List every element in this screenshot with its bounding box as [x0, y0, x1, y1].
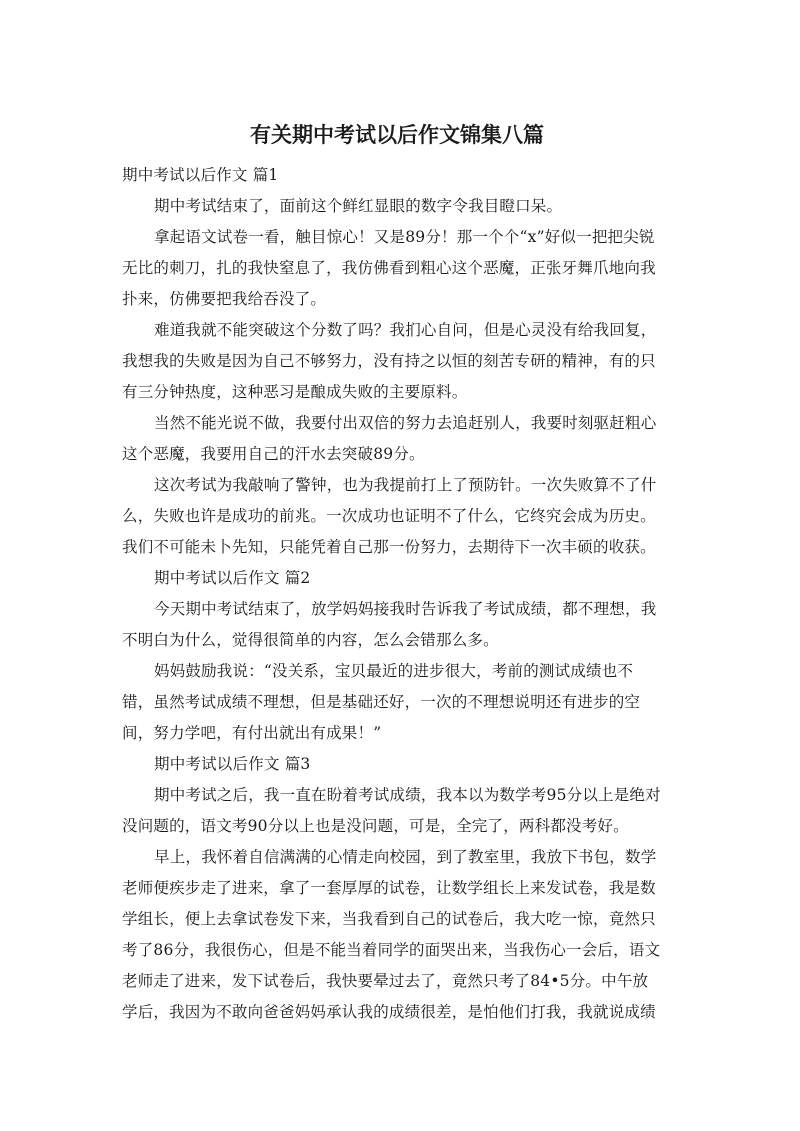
text-line: 期中考试结束了，面前这个鲜红显眼的数字令我目瞪口呆。: [154, 197, 563, 215]
text-line: 么，失败也许是成功的前兆。一次成功也证明不了什么，它终究会成为历史。: [122, 507, 656, 525]
text-line: 早上，我怀着自信满满的心情走向校园，到了教室里，我放下书包，数学: [154, 848, 657, 866]
text-line: 期中考试以后作文 篇2: [154, 569, 311, 587]
text-line: 这个恶魔，我要用自己的汗水去突破89分。: [122, 445, 425, 463]
text-line: 妈妈鼓励我说：“没关系，宝贝最近的进步很大，考前的测试成绩也不: [154, 662, 634, 680]
text-line: 无比的刺刀，扎的我快窒息了，我仿佛看到粗心这个恶魔，正张牙舞爪地向我: [122, 259, 656, 277]
text-line: 我想我的失败是因为自己不够努力，没有持之以恒的刻苦专研的精神，有的只: [122, 352, 656, 370]
text-line: 间，努力学吧，有付出就出有成果！”: [122, 724, 382, 742]
text-line: 当然不能光说不做，我要付出双倍的努力去追赶别人，我要时刻驱赶粗心: [154, 414, 657, 432]
text-line: 老师走了进来，发下试卷后，我快要晕过去了，竟然只考了84•5分。中午放: [122, 972, 649, 990]
text-line: 有三分钟热度，这种恶习是酿成失败的主要原料。: [122, 383, 468, 401]
text-line: 学组长，便上去拿试卷发下来，当我看到自己的试卷后，我大吃一惊，竟然只: [122, 910, 656, 928]
text-line: 期中考试以后作文 篇3: [154, 755, 311, 773]
text-line: 这次考试为我敲响了警钟，也为我提前打上了预防针。一次失败算不了什: [154, 476, 657, 494]
document-title: 有关期中考试以后作文锦集八篇: [250, 123, 544, 147]
text-line: 今天期中考试结束了，放学妈妈接我时告诉我了考试成绩，都不理想，我: [154, 600, 657, 618]
text-line: 错，虽然考试成绩不理想，但是基础还好，一次的不理想说明还有进步的空: [122, 693, 641, 711]
text-line: 期中考试之后，我一直在盼着考试成绩，我本以为数学考95分以上是绝对: [154, 786, 661, 804]
text-line: 扑来，仿佛要把我给吞没了。: [122, 290, 327, 308]
text-line: 期中考试以后作文 篇1: [122, 166, 279, 184]
text-line: 老师便疾步走了进来，拿了一套厚厚的试卷，让数学组长上来发试卷，我是数: [122, 879, 656, 897]
document-body: [122, 160, 672, 1028]
text-line: 难道我就不能突破这个分数了吗？我扪心自问，但是心灵没有给我回复，: [154, 321, 657, 339]
text-line: 没问题的，语文考90分以上也是没问题，可是，全完了，两科都没考好。: [122, 817, 629, 835]
text-line: 不明白为什么，觉得很简单的内容，怎么会错那么多。: [122, 631, 499, 649]
text-line: 拿起语文试卷一看，触目惊心！又是89分！那一个个“x”好似一把把尖锐: [154, 228, 655, 246]
text-line: 学后，我因为不敢向爸爸妈妈承认我的成绩很差，是怕他们打我，我就说成绩: [122, 1003, 656, 1021]
text-line: 考了86分，我很伤心，但是不能当着同学的面哭出来，当我伤心一会后，语文: [122, 941, 661, 959]
text-line: 我们不可能未卜先知，只能凭着自己那一份努力，去期待下一次丰硕的收获。: [122, 538, 656, 556]
